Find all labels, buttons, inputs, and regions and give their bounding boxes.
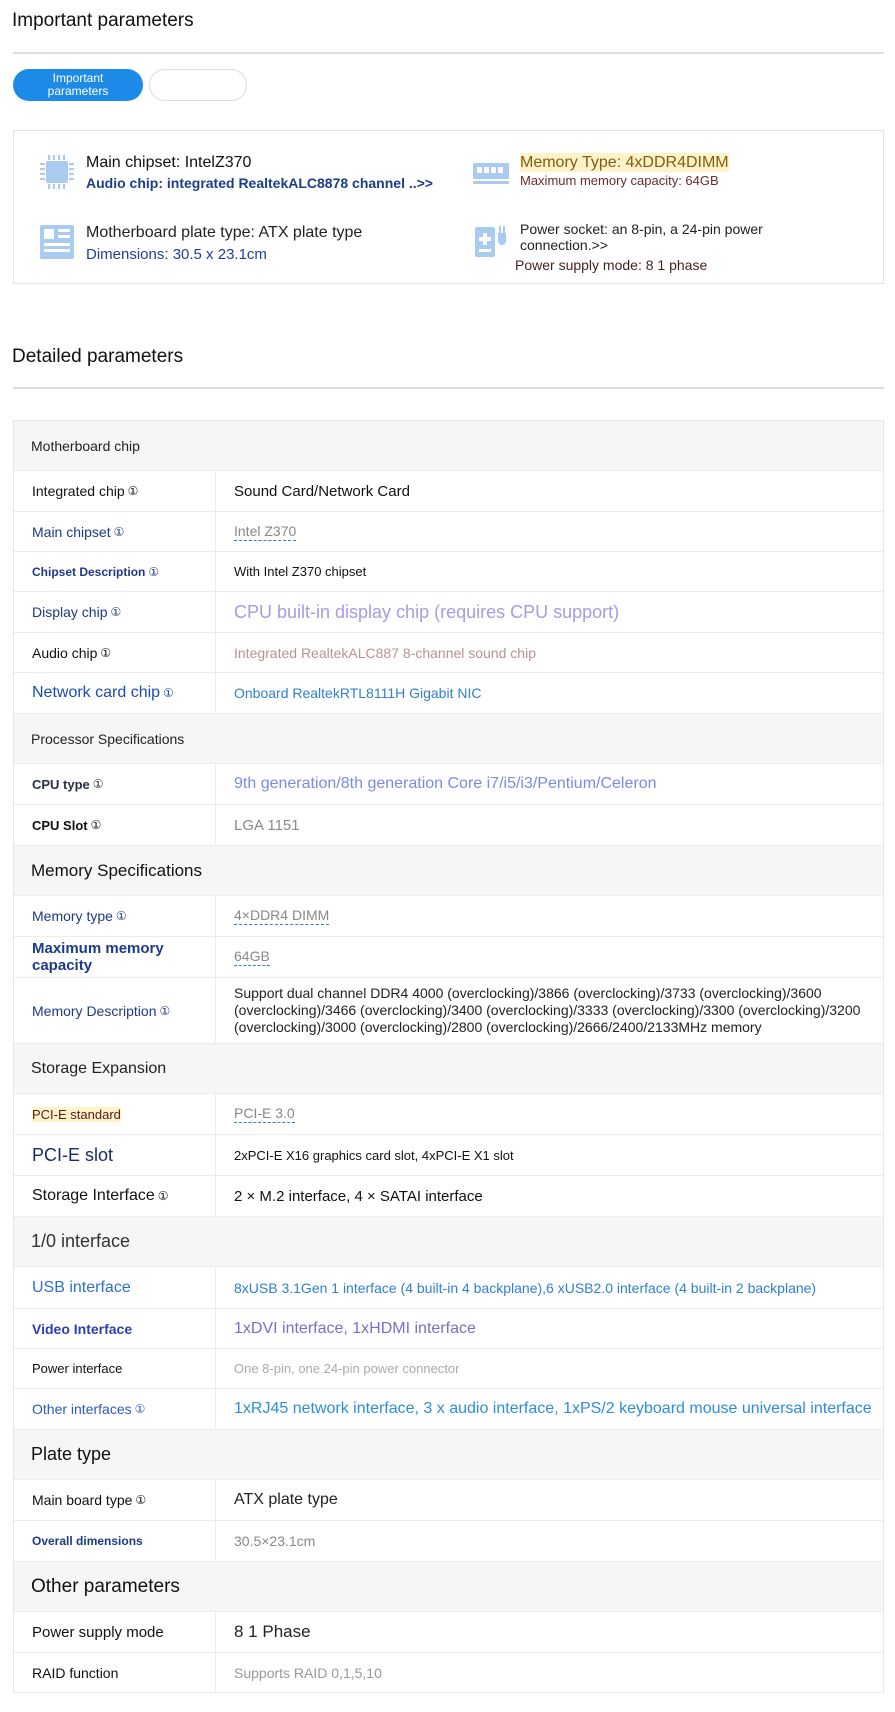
param-value-cell — [216, 552, 883, 591]
tab-important-parameters[interactable]: Important parameters — [13, 69, 143, 101]
category-header — [14, 1217, 883, 1267]
summary-chipset-title: Main chipset: IntelZ370 — [86, 154, 252, 171]
help-icon[interactable]: ① — [163, 686, 174, 700]
param-value: LGA 1151 — [234, 816, 300, 834]
param-value: 1xRJ45 network interface, 3 x audio interface, 1xPS/2 keyboard mouse universal interface — [234, 1400, 872, 1417]
param-label-cell — [14, 512, 216, 551]
param-label: Audio chip — [32, 644, 98, 661]
table-row — [14, 1135, 883, 1176]
param-value-cell — [216, 1135, 883, 1175]
param-value: Support dual channel DDR4 4000 (overclocking)/3866 (overclocking)/3733 (overclocking)/3600 (overclocking)/3466 (overclocking)/3400 (overclocking)/3333 (overclocking)/3300 (overclocking)/3200 (overclocking)/3000 (overclocking)/2800 (overclocking)/2666/2400/2133MHz memory — [234, 985, 861, 1035]
param-value-cell — [216, 978, 883, 1043]
category-title: Storage Expansion — [31, 1059, 167, 1077]
help-icon[interactable]: ① — [90, 818, 102, 832]
param-value: Supports RAID 0,1,5,10 — [234, 1664, 382, 1681]
param-label-cell — [14, 1349, 216, 1388]
param-label-cell — [14, 805, 216, 845]
param-value-cell — [216, 1267, 883, 1308]
summary-memory-title: Memory Type: 4xDDR4DIMM — [520, 154, 729, 171]
summary-plate — [38, 223, 362, 264]
param-value: 1xDVI interface, 1xHDMI interface — [234, 1319, 476, 1337]
param-value-cell — [216, 1653, 883, 1692]
param-label-cell — [14, 1309, 216, 1348]
table-row — [14, 592, 883, 633]
param-value-cell — [216, 805, 883, 845]
table-row — [14, 896, 883, 937]
param-value: 8xUSB 3.1Gen 1 interface (4 built-in 4 backplane),6 xUSB2.0 interface (4 built-in 2 backplane) — [234, 1279, 817, 1296]
param-value-cell — [216, 1094, 883, 1134]
param-label: Memory Description — [32, 1002, 157, 1019]
help-icon[interactable]: ① — [115, 909, 127, 923]
memory-icon — [472, 153, 510, 191]
table-row — [14, 764, 883, 805]
param-value: 8 1 Phase — [234, 1622, 311, 1641]
summary-chipset — [38, 153, 433, 192]
param-label: Memory type — [32, 908, 113, 924]
param-label-cell — [14, 1612, 216, 1652]
help-icon[interactable]: ① — [110, 605, 122, 619]
param-label-cell — [14, 592, 216, 632]
param-label-cell — [14, 764, 216, 804]
param-label-cell — [14, 1480, 216, 1520]
divider — [13, 387, 884, 389]
table-row — [14, 1480, 883, 1521]
category-title: Other parameters — [31, 1575, 180, 1597]
param-value: Sound Card/Network Card — [234, 482, 410, 500]
param-label-cell — [14, 1389, 216, 1429]
param-label: Maximum memory capacity — [32, 940, 164, 974]
summary-memory-capacity: Maximum memory capacity: 64GB — [520, 173, 719, 189]
category-header — [14, 421, 883, 471]
category-header — [14, 714, 883, 764]
param-label-cell — [14, 978, 216, 1043]
category-header — [14, 1562, 883, 1612]
summary-audio-link[interactable]: Audio chip: integrated RealtekALC8878 channel ..>> — [86, 175, 433, 192]
table-row — [14, 978, 883, 1044]
param-value-cell — [216, 937, 883, 977]
param-value: Onboard RealtekRTL8111H Gigabit NIC — [234, 685, 482, 701]
help-icon[interactable]: ① — [92, 777, 104, 791]
param-label: Main board type — [32, 1492, 133, 1508]
help-icon[interactable]: ① — [100, 645, 112, 660]
category-title: Plate type — [31, 1444, 112, 1464]
param-label: Integrated chip — [32, 483, 125, 499]
param-label: PCI-E slot — [32, 1144, 114, 1165]
summary-power — [472, 221, 810, 274]
param-value: 2 × M.2 interface, 4 × SATAI interface — [234, 1187, 483, 1205]
param-value: 30.5×23.1cm — [234, 1533, 316, 1549]
param-label-cell — [14, 1267, 216, 1308]
param-label: Storage Interface — [32, 1187, 155, 1204]
category-title: 1/0 interface — [31, 1231, 131, 1251]
table-row — [14, 1389, 883, 1430]
param-value-cell — [216, 1349, 883, 1388]
table-row — [14, 552, 883, 592]
param-value-cell — [216, 1176, 883, 1216]
summary-memory — [472, 153, 729, 191]
param-value-cell — [216, 764, 883, 804]
table-row — [14, 1653, 883, 1693]
param-label: Video Interface — [32, 1320, 133, 1337]
table-row — [14, 471, 883, 512]
param-value-cell — [216, 1612, 883, 1652]
param-value: Integrated RealtekALC887 8-channel sound chip — [234, 644, 536, 661]
table-row — [14, 1612, 883, 1653]
param-label-cell — [14, 673, 216, 713]
table-row — [14, 633, 883, 673]
param-label: PCI-E standard — [32, 1106, 121, 1122]
summary-dimensions: Dimensions: 30.5 x 23.1cm — [86, 246, 267, 264]
table-row — [14, 1094, 883, 1135]
param-label-cell — [14, 633, 216, 672]
param-label: Overall dimensions — [32, 1534, 143, 1548]
param-label: Main chipset — [32, 523, 111, 540]
category-header — [14, 846, 883, 896]
param-value-cell — [216, 512, 883, 551]
param-label: Network card chip — [32, 684, 161, 701]
table-row — [14, 1349, 883, 1389]
help-icon[interactable]: ① — [157, 1189, 169, 1203]
param-label-cell — [14, 896, 216, 936]
param-value[interactable]: 4×DDR4 DIMM — [234, 907, 330, 923]
summary-plate-title: Motherboard plate type: ATX plate type — [86, 224, 363, 241]
table-row — [14, 1176, 883, 1217]
param-value-cell — [216, 1389, 883, 1429]
param-value-cell — [216, 633, 883, 672]
param-label: RAID function — [32, 1664, 119, 1681]
param-value-cell — [216, 1521, 883, 1561]
param-value: 2xPCI-E X16 graphics card slot, 4xPCI-E X1 slot — [234, 1147, 514, 1163]
table-row — [14, 1521, 883, 1562]
help-icon[interactable]: ① — [127, 484, 139, 498]
category-title: Motherboard chip — [31, 437, 140, 454]
param-label: USB interface — [32, 1278, 131, 1296]
power-plug-icon — [472, 221, 510, 259]
summary-power-socket[interactable]: Power socket: an 8-pin, a 24-pin power connection.>> — [520, 221, 763, 253]
spec-table — [13, 420, 884, 1693]
param-label-cell — [14, 937, 216, 977]
param-value-cell — [216, 471, 883, 511]
help-icon[interactable]: ① — [159, 1003, 171, 1018]
table-row — [14, 512, 883, 552]
table-row — [14, 1267, 883, 1309]
chip-icon — [38, 153, 76, 191]
param-value: With Intel Z370 chipset — [234, 564, 367, 579]
param-label: Chipset Description — [32, 564, 146, 579]
param-tabs — [13, 69, 247, 101]
detailed-params-title: Detailed parameters — [12, 346, 184, 367]
param-value: CPU built-in display chip (requires CPU support) — [234, 601, 620, 622]
param-value-cell — [216, 1480, 883, 1520]
param-label: Display chip — [32, 604, 108, 620]
important-params-title: Important parameters — [12, 10, 194, 31]
param-value: One 8-pin, one 24-pin power connector — [234, 1361, 460, 1376]
help-icon[interactable]: ① — [148, 564, 160, 579]
param-value[interactable]: PCI-E 3.0 — [234, 1105, 295, 1121]
table-row — [14, 937, 883, 978]
param-label: Other interfaces — [32, 1401, 132, 1417]
table-row — [14, 805, 883, 846]
help-icon[interactable]: ① — [134, 1402, 146, 1416]
param-label: CPU type — [32, 776, 90, 792]
summary-power-mode: Power supply mode: 8 1 phase — [515, 257, 708, 273]
param-label-cell — [14, 1135, 216, 1175]
category-header — [14, 1044, 883, 1094]
param-value-cell — [216, 592, 883, 632]
param-label-cell — [14, 1176, 216, 1216]
param-value[interactable]: Intel Z370 — [234, 522, 297, 539]
param-label-cell — [14, 1094, 216, 1134]
param-label-cell — [14, 1521, 216, 1561]
param-value-cell — [216, 1309, 883, 1348]
param-label: Power interface — [32, 1361, 123, 1376]
category-title: Processor Specifications — [31, 730, 185, 747]
category-title: Memory Specifications — [31, 860, 203, 880]
param-value-cell — [216, 673, 883, 713]
param-label-cell — [14, 471, 216, 511]
param-label: Power supply mode — [32, 1623, 164, 1641]
table-row — [14, 1309, 883, 1349]
param-label: CPU Slot — [32, 817, 88, 833]
category-header — [14, 1430, 883, 1480]
tab-secondary[interactable] — [149, 69, 247, 101]
param-label-cell — [14, 552, 216, 591]
help-icon[interactable]: ① — [135, 1493, 147, 1507]
important-summary-panel — [13, 130, 884, 284]
help-icon[interactable]: ① — [113, 524, 125, 539]
divider — [13, 52, 884, 54]
table-row — [14, 673, 883, 714]
param-value: 9th generation/8th generation Core i7/i5/i3/Pentium/Celeron — [234, 775, 657, 792]
board-icon — [38, 223, 76, 261]
param-value-cell — [216, 896, 883, 936]
param-label-cell — [14, 1653, 216, 1692]
param-value: ATX plate type — [234, 1491, 338, 1508]
param-value[interactable]: 64GB — [234, 948, 270, 964]
